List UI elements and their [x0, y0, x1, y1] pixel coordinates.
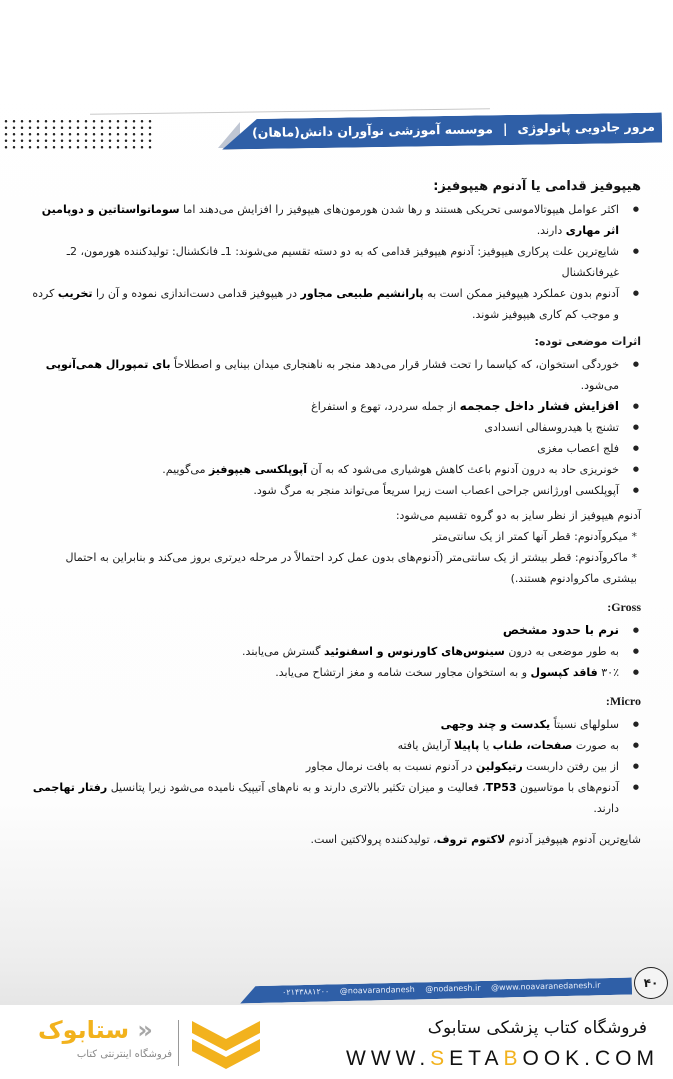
- list-item: * میکروآدنوم: قطر آنها کمتر از یک سانتی‌متر: [28, 526, 637, 547]
- chevrons-icon: «: [137, 1016, 153, 1044]
- list-item: ● آدنوم‌های با موتاسیون TP53، فعالیت و میزان تکثیر بالاتری دارند و به نام‌های آتیپیک نامیده می‌شود زیرا پتانسیل رفتار تهاجمی دارند.: [28, 777, 619, 819]
- instagram-handle: @nodanesh.ir: [425, 983, 481, 994]
- book-title: مرور جادویی پاتولوژی: [517, 118, 656, 136]
- dot-pattern-decoration: [2, 118, 152, 150]
- list-item: ● سلولهای نسبتاً یکدست و چند وجهی: [28, 714, 619, 735]
- local-effects-heading: اثرات موضعی توده:: [534, 335, 641, 348]
- logo-divider: [178, 1020, 179, 1066]
- list-item: ● از بین رفتن داربست رتیکولین در آدنوم نسبت به بافت نرمال مجاور: [28, 756, 619, 777]
- list-item: ● خونریزی حاد به درون آدنوم باعث کاهش هوشیاری می‌شود که به آن آپوپلکسی هیپوفیز می‌گوییم.: [28, 459, 619, 480]
- list-item: ● شایع‌ترین علت پرکاری هیپوفیز: آدنوم هیپوفیز قدامی که به دو دسته تقسیم می‌شوند: 1ـ فانکشنال: تولیدکننده هورمون، 2ـ غیرفانکشنال: [28, 241, 619, 283]
- list-item: * ماکروآدنوم: قطر بیشتر از یک سانتی‌متر (آدنوم‌های بدون عمل کرد احتمالاً در مرحله دیرتری بروز می‌کند و بنابراین به احتمال بیشتری ماکروادنوم هستند.): [28, 547, 637, 589]
- list-item: ● تشنج یا هیدروسفالی انسدادی: [28, 417, 619, 438]
- store-title: فروشگاه کتاب پزشکی ستابوک: [427, 1018, 647, 1038]
- list-item: ● به طور موضعی به درون سینوس‌های کاورنوس و اسفنوئید گسترش می‌یابند.: [28, 641, 619, 662]
- gross-heading: Gross:: [607, 600, 641, 614]
- header-rule: [90, 108, 490, 115]
- closing-statement: شایع‌ترین آدنوم هیپوفیز آدنوم لاکتوم تروف، تولیدکننده پرولاکتین است.: [310, 833, 641, 846]
- logo-wordmark: « ستابوک: [38, 1016, 153, 1044]
- telegram-handle: @noavarandanesh: [339, 984, 415, 996]
- micro-heading: Micro:: [605, 694, 641, 708]
- list-item: ● به صورت صفحات، طناب یا پاپیلا آرایش یافته: [28, 735, 619, 756]
- logo-subtitle: فروشگاه اینترنتی کتاب: [76, 1049, 172, 1060]
- publisher-name: موسسه آموزشی نوآوران دانش(ماهان): [251, 121, 494, 141]
- list-item: ● خوردگی استخوان، که کیاسما را تحت فشار قرار می‌دهد منجر به ناهنجاری میدان بینایی و اصطلاحاً بای تمپورال همی‌آنوپی می‌شود.: [28, 354, 619, 396]
- intro-list: [28, 199, 641, 325]
- micro-list: [28, 714, 641, 819]
- page-number: ۴۰: [634, 967, 668, 999]
- list-item: ● ۳۰٪ فاقد کپسول و به استخوان مجاور سخت شامه و مغز ارتشاح می‌یابد.: [28, 662, 619, 683]
- phone-number: ۰۲۱۴۳۸۸۱۲۰۰: [281, 986, 330, 997]
- list-item: ● فلج اعصاب مغزی: [28, 438, 619, 459]
- size-groups-intro: آدنوم هیپوفیز از نظر سایز به دو گروه تقسیم می‌شود:: [395, 509, 641, 522]
- gross-list: [28, 620, 641, 683]
- list-item: ● آپوپلکسی اورژانس جراحی اعصاب است زیرا سریعاً می‌تواند منجر به مرگ شود.: [28, 480, 619, 501]
- section-title: هیپوفیز قدامی یا آدنوم هیپوفیز:: [433, 179, 641, 194]
- list-item: ● نرم با حدود مشخص: [28, 620, 619, 641]
- list-item: ● افزایش فشار داخل جمجمه از جمله سردرد، تهوع و استفراغ: [28, 396, 619, 417]
- header-separator: |: [502, 121, 508, 137]
- setabook-logo-icon: [192, 1019, 260, 1069]
- website-link: @www.noavaranedanesh.ir: [491, 980, 601, 993]
- local-effects-list: [28, 354, 641, 501]
- list-item: ● آدنوم بدون عملکرد هیپوفیز ممکن است به پارانشیم طبیعی مجاور در هیپوفیز قدامی دست‌اندازی نموده و آن را تخریب کرده و موجب کم کاری هیپوفیز شوند.: [28, 283, 619, 325]
- store-url[interactable]: WWW.SETABOOK.COM: [346, 1047, 659, 1070]
- page-content: [28, 176, 641, 850]
- size-groups-list: [28, 526, 641, 589]
- list-item: ● اکثر عوامل هیپوتالاموسی تحریکی هستند و رها شدن هورمون‌های هیپوفیز را افزایش می‌دهند اما سوماتواستاتین و دوپامین اثر مهاری دارند.: [28, 199, 619, 241]
